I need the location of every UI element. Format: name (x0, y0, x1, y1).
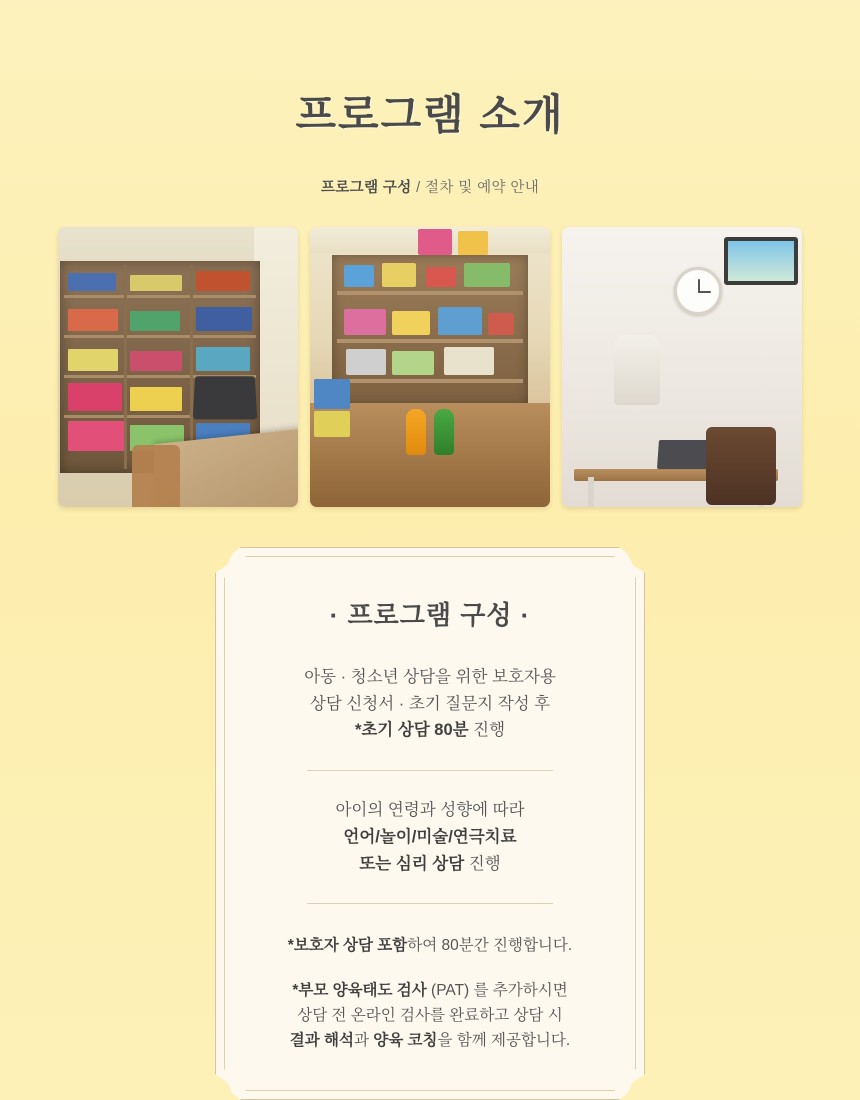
photo-counseling-desk (562, 227, 802, 507)
intake-duration-rest: 진행 (468, 721, 506, 740)
divider-2 (307, 903, 553, 904)
photo3-brown-chair (706, 427, 776, 505)
card-content (215, 547, 645, 1100)
photo1-laptop (193, 376, 257, 419)
intake-line-2: 상담 신청서 · 초기 질문지 작성 후 (309, 694, 551, 713)
intake-line-1: 아동 · 청소년 상담을 위한 보호자용 (304, 668, 556, 686)
note2-conj: 과 (354, 1031, 374, 1049)
photo3-wall-monitor (724, 237, 798, 285)
note-pat-test (290, 979, 570, 1053)
note2-line-3 (290, 1029, 570, 1054)
photo-gallery (58, 227, 802, 507)
wall-clock-icon (674, 267, 722, 315)
note-guardian-session (288, 934, 572, 959)
program-composition-card (215, 547, 645, 1100)
photo-playroom-toys (310, 227, 550, 507)
therapy-alt-strong: 또는 심리 상담 (359, 854, 465, 873)
note1-rest: 하여 80분간 진행합니다. (407, 937, 573, 955)
divider-1 (307, 770, 553, 771)
page-title: 프로그램 소개 (295, 91, 565, 138)
intake-duration-strong: *초기 상담 80분 (354, 721, 469, 740)
note1-strong: *보호자 상담 포함 (287, 937, 408, 955)
card-title: · 프로그램 구성 · (329, 600, 531, 630)
note2-tail: 을 함께 제공합니다. (437, 1031, 571, 1049)
note2-coaching-strong: 양육 코칭 (373, 1031, 438, 1049)
therapy-line-3 (335, 851, 524, 878)
photo3-white-chair (614, 335, 660, 405)
therapy-line-1: 아이의 연령과 성향에 따라 (335, 801, 525, 820)
card-block-therapy (335, 797, 524, 877)
note2-mid: (PAT) 를 추가하시면 (426, 982, 568, 1000)
note2-line-2: 상담 전 온라인 검사를 완료하고 상담 시 (297, 1006, 563, 1024)
note2-strong: *부모 양육태도 검사 (292, 982, 427, 1000)
therapy-alt-rest: 진행 (464, 854, 501, 873)
photo1-chair (132, 445, 180, 507)
photo-bookshelf-room (58, 227, 298, 507)
photo2-cabinet (332, 255, 528, 405)
note2-line-1 (290, 979, 570, 1004)
subtitle-strong: 프로그램 구성 (320, 180, 412, 196)
card-block-intake (304, 664, 556, 744)
intake-line-3 (304, 717, 556, 744)
photo2-figure-green (434, 409, 454, 455)
page-subtitle (321, 176, 539, 197)
therapy-types-strong: 언어/놀이/미술/연극치료 (343, 827, 517, 846)
therapy-line-2 (335, 824, 524, 851)
subtitle-rest: / 절차 및 예약 안내 (411, 180, 540, 196)
note2-result-strong: 결과 해석 (289, 1031, 354, 1049)
photo2-figure-orange (406, 409, 426, 455)
